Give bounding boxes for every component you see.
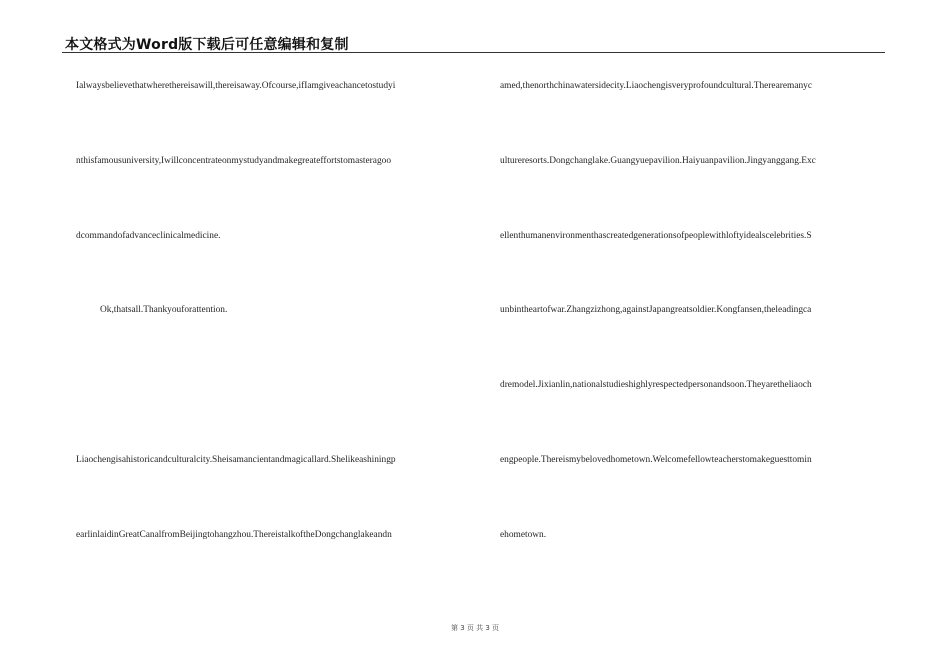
header-divider: [62, 52, 885, 53]
right-text-line-4: unbintheartofwar.Zhangzizhong,againstJapangreatsoldier.Kongfansen,theleadingca: [500, 305, 812, 315]
right-text-line-5: dremodel.Jixianlin,nationalstudieshighlyrespectedpersonandsoon.Theyaretheliaoch: [500, 380, 812, 390]
page-number-footer: 第 3 页 共 3 页: [450, 624, 500, 632]
right-text-line-7: ehometown.: [500, 530, 547, 540]
left-text-line-2: nthisfamousuniversity,Iwillconcentrateonmystudyandmakegreateffortstomasteragoo: [76, 156, 392, 166]
left-text-line-3: dcommandofadvanceclinicalmedicine.: [76, 231, 221, 241]
left-text-line-1: Ialwaysbelievethatwherethereisawill,thereisaway.Ofcourse,ifIamgiveachancetostudyi: [76, 81, 396, 91]
right-text-line-6: engpeople.Thereismybelovedhometown.Welcomefellowteacherstomakeguesttomin: [500, 455, 812, 465]
right-text-line-2: ultureresorts.Dongchanglake.Guangyuepavilion.Haiyuanpavilion.Jingyanggang.Exc: [500, 156, 816, 166]
right-text-line-3: ellenthumanenvironmenthascreatedgenerationsofpeoplewithloftyidealscelebrities.S: [500, 231, 812, 241]
document-header-title: 本文格式为Word版下载后可任意编辑和复制: [65, 37, 349, 53]
left-text-line-6: earlinlaidinGreatCanalfromBeijingtohangzhou.ThereistalkoftheDongchanglakeandn: [76, 530, 392, 540]
right-text-line-1: amed,thenorthchinawatersidecity.Liaochengisveryprofoundcultural.Therearemanyc: [500, 81, 813, 91]
left-text-line-4: Ok,thatsall.Thankyouforattention.: [100, 305, 228, 315]
left-text-line-5: Liaochengisahistoricandculturalcity.Sheisamancientandmagicallard.Shelikeashiningp: [76, 455, 396, 465]
